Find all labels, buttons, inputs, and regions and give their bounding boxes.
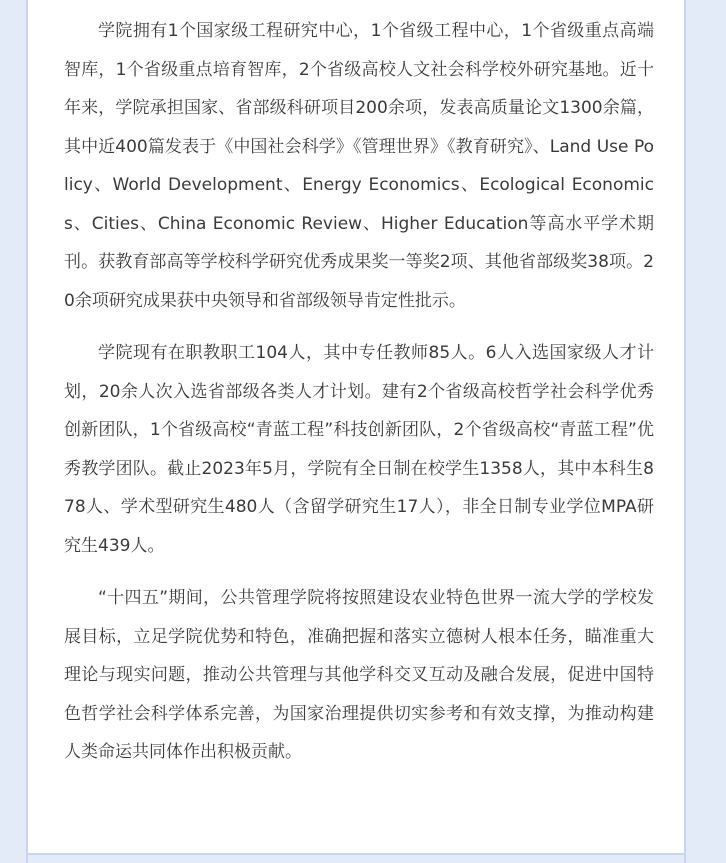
paragraph-research: 学院拥有1个国家级工程研究中心，1个省级工程中心，1个省级重点高端智库，1个省级重点培育智库，2个省级高校人文社会科学校外研究基地。近十年来，学院承担国家、省部级科研项目200余项，发表高质量论文1300余篇，其中近400篇发表于《中国社会科学》《管理世界》《教育研究》、Land Use Policy、World Development、Energy Economics、Ecological Economics、Cities、China Economic Review、Higher Education等高水平学术期刊。获教育部高等学校科学研究优秀成果奖一等奖2项、其他省部级奖38项。20余项研究成果获中央领导和省部级领导肯定性批示。 — [64, 21, 654, 311]
paragraph-faculty: 学院现有在职教职工104人，其中专任教师85人。6人入选国家级人才计划，20余人次入选省部级各类人才计划。建有2个省级高校哲学社会科学优秀创新团队，1个省级高校“青蓝工程”科技创新团队，2个省级高校“青蓝工程”优秀教学团队。截止2023年5月，学院有全日制在校学生1358人，其中本科生878人、学术型研究生480人（含留学研究生17人），非全日制专业学位MPA研究生439人。 — [64, 343, 654, 556]
panel-bottom-border — [28, 853, 684, 863]
content-panel — [26, 0, 686, 863]
article-body — [64, 12, 654, 772]
paragraph-plan: “十四五”期间，公共管理学院将按照建设农业特色世界一流大学的学校发展目标，立足学院优势和特色，准确把握和落实立德树人根本任务，瞄准重大理论与现实问题，推动公共管理与其他学科交叉互动及融合发展，促进中国特色哲学社会科学体系完善，为国家治理提供切实参考和有效支撑，为推动构建人类命运共同体作出积极贡献。 — [64, 588, 654, 762]
